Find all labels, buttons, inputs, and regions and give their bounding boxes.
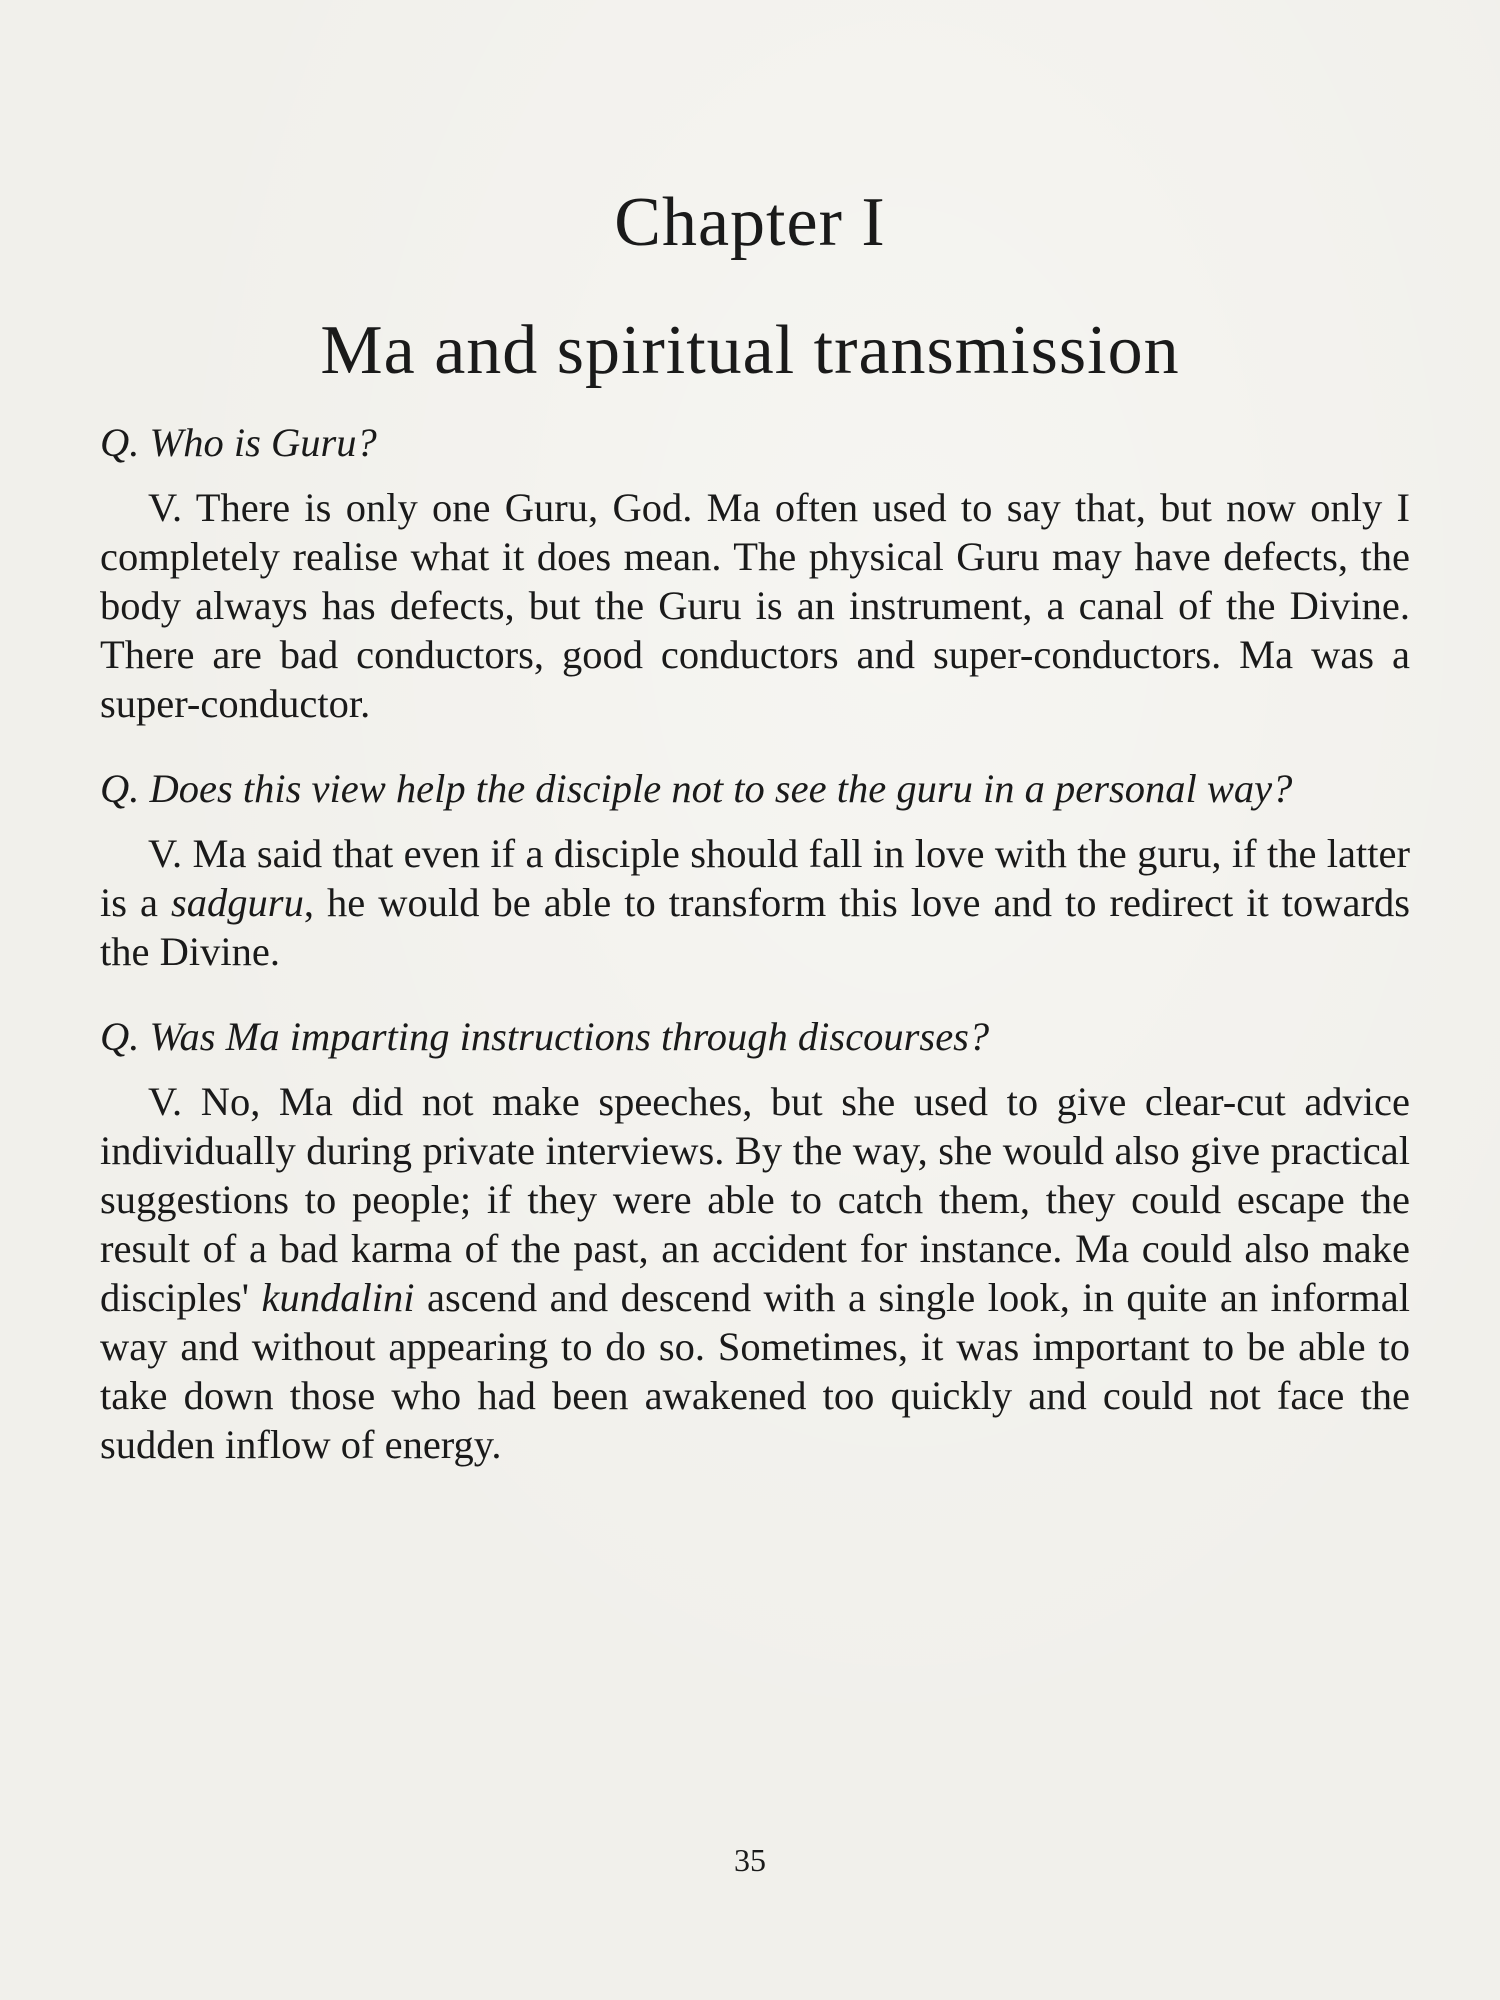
answer-2 [100, 829, 1410, 976]
answer-2-term-sadguru: sadguru [171, 880, 304, 925]
answer-3-text-a: V. No, Ma did not make speeches, but she used to give clear-cut advice individually during private interviews. By the way, she would also give practical suggestions to people; if they were able to catch them, they could escape the result of a bad karma of the past, an accident for instance. Ma could also make disciples' [100, 1079, 1410, 1320]
answer-2-text-b: , he would be able to transform this love and to redirect it towards the Divine. [100, 880, 1410, 974]
question-1: Q. Who is Guru? [100, 420, 377, 465]
answer-2-text-a: V. Ma said that even if a disciple should fall in love with the guru, if the latter is a [100, 831, 1410, 925]
chapter-number: Chapter I [614, 184, 886, 261]
answer-1 [100, 483, 1410, 728]
answer-3-term-kundalini: kundalini [261, 1275, 415, 1320]
question-3: Q. Was Ma imparting instructions through discourses? [100, 1014, 990, 1059]
answer-3 [100, 1077, 1410, 1469]
page-number: 35 [734, 1842, 766, 1878]
answer-3-text-b: ascend and descend with a single look, in quite an informal way and without appearing to do so. Sometimes, it was important to be able to take down those who had been awakened too quickly and could not face the sudden inflow of energy. [100, 1275, 1410, 1467]
answer-1-text: V. There is only one Guru, God. Ma often used to say that, but now only I completely realise what it does mean. The physical Guru may have defects, the body always has defects, but the Guru is an instrument, a canal of the Divine. There are bad conductors, good conductors and super-conductors. Ma was a super-conductor. [100, 485, 1410, 726]
chapter-title: Ma and spiritual transmission [320, 312, 1180, 389]
question-2: Q. Does this view help the disciple not to see the guru in a personal way? [100, 766, 1293, 811]
chapter-body [100, 418, 1410, 1505]
